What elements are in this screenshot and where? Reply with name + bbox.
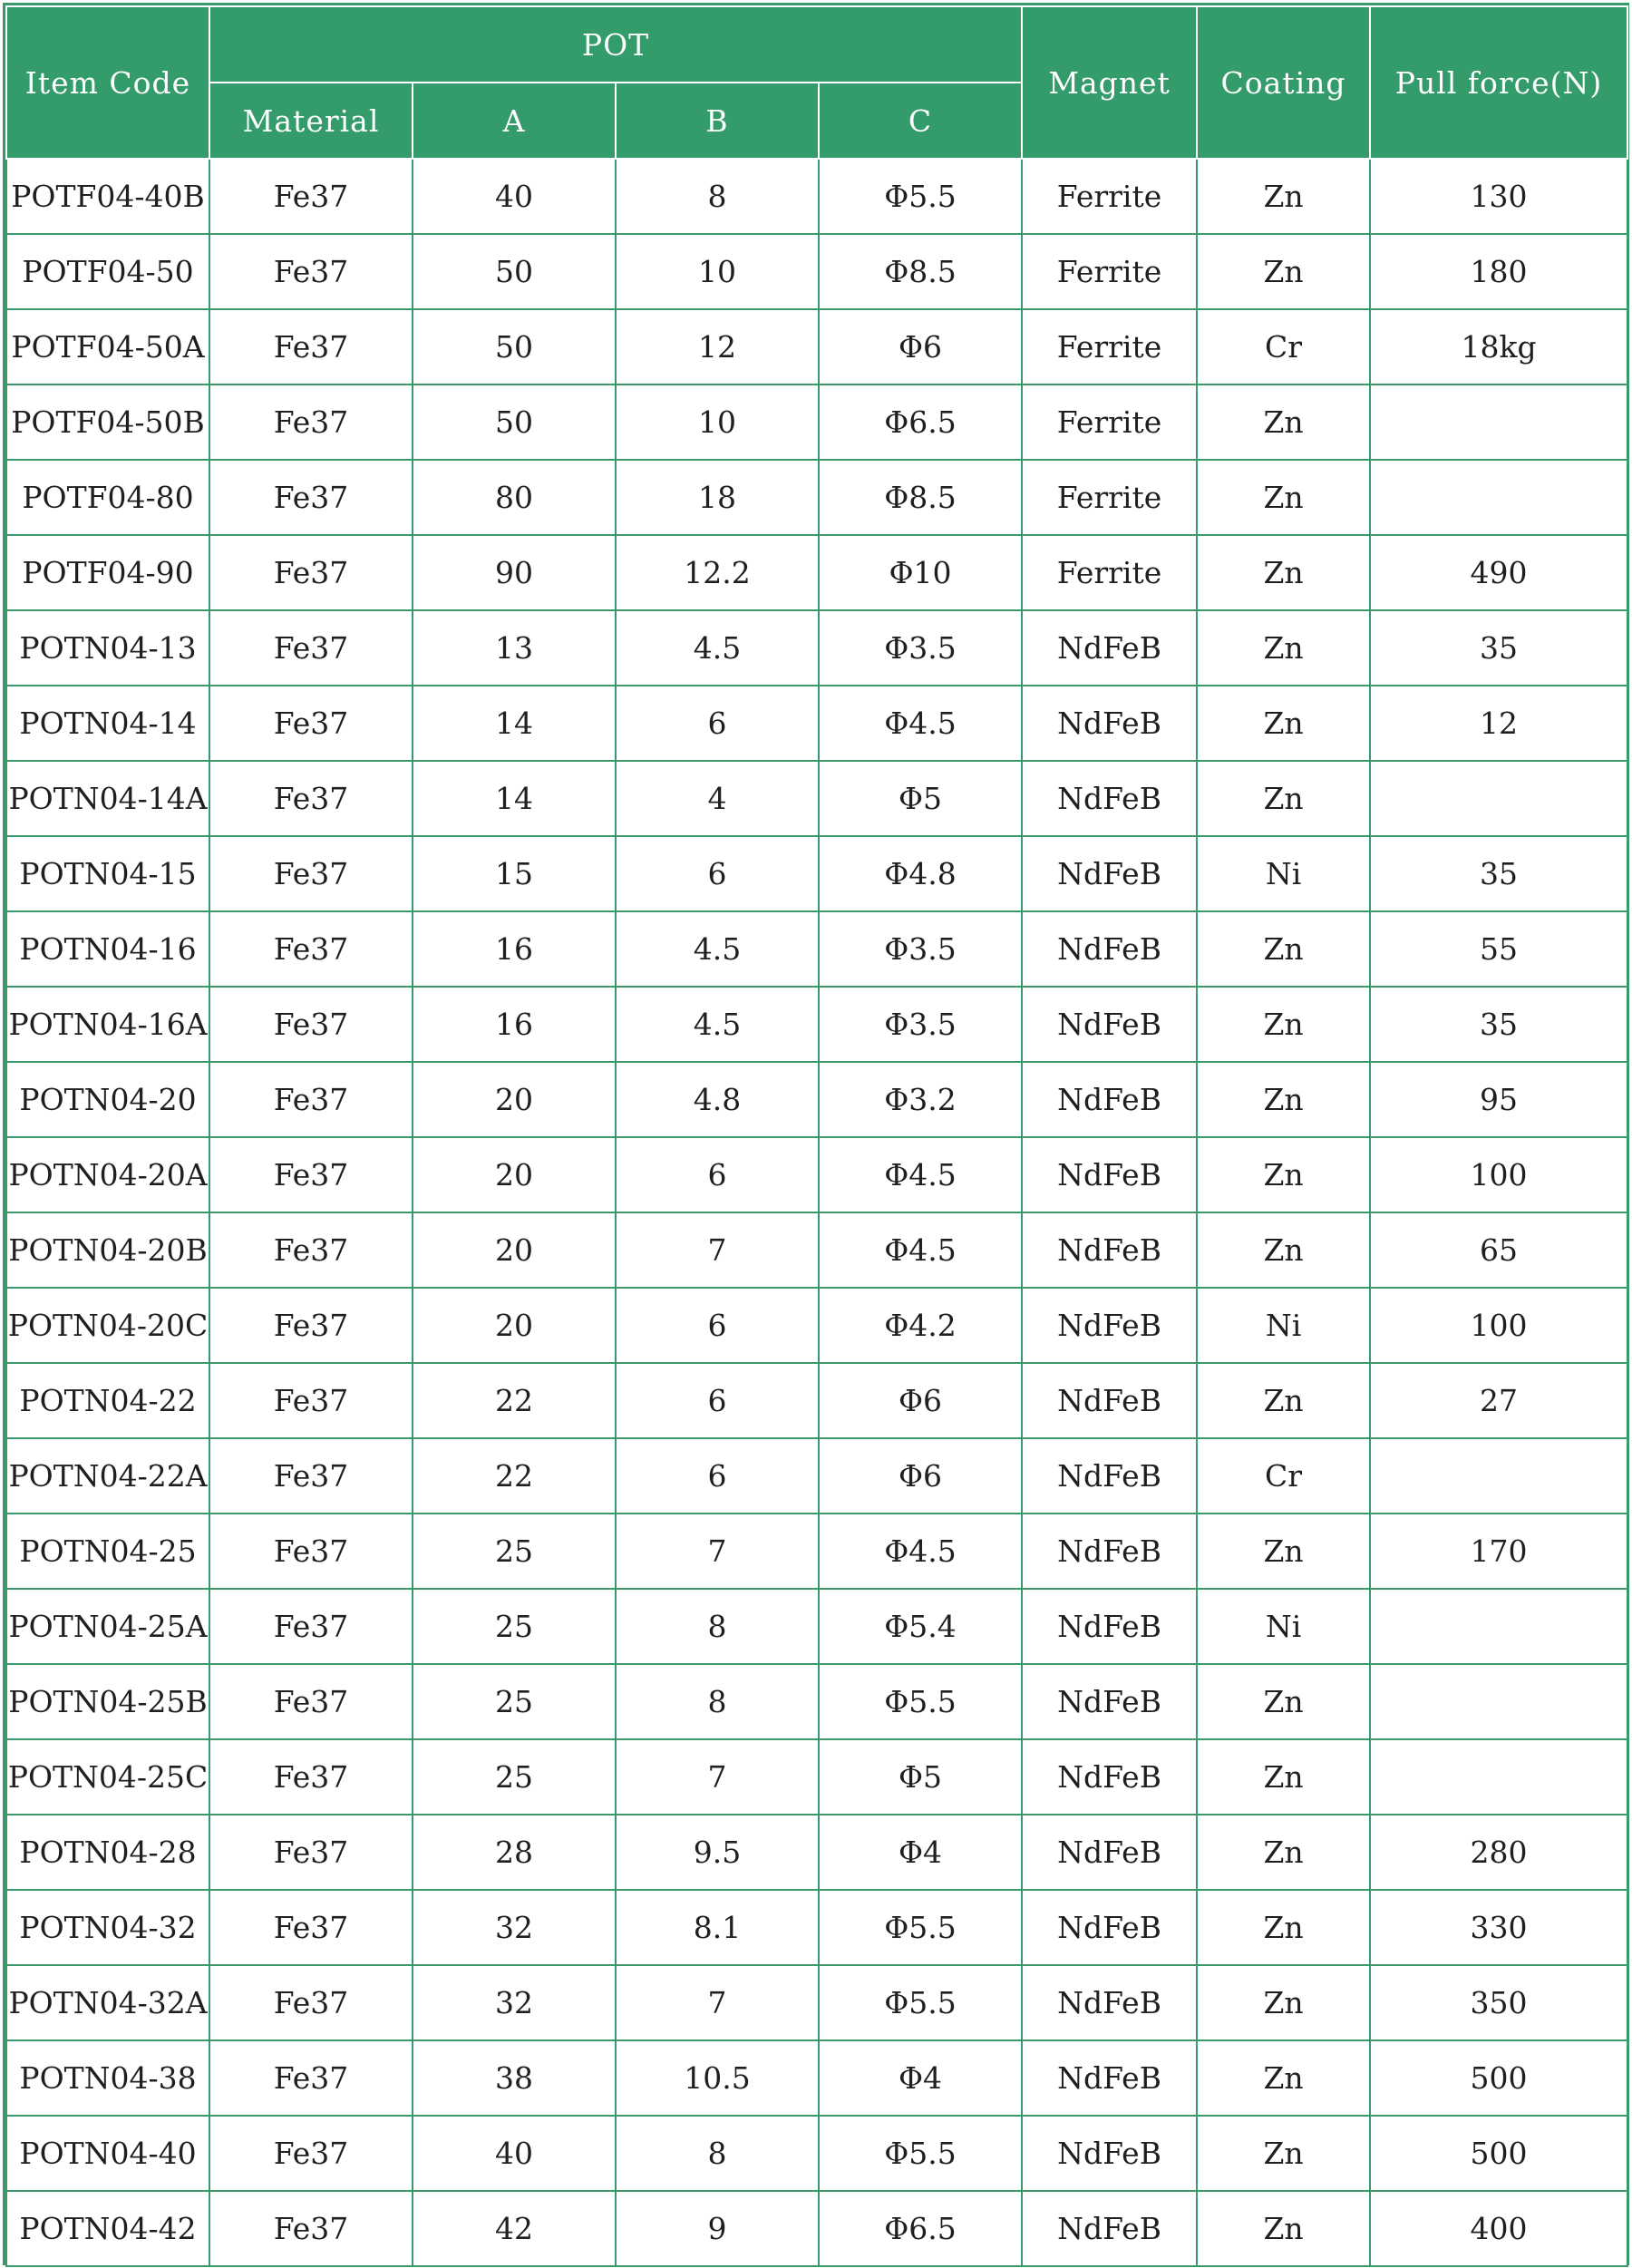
cell-item-code: POTN04-20 — [6, 1062, 209, 1137]
cell-material: Fe37 — [209, 836, 413, 911]
cell-magnet: NdFeB — [1022, 2116, 1197, 2191]
cell-dim-a: 38 — [413, 2040, 616, 2116]
cell-item-code: POTN04-25B — [6, 1664, 209, 1739]
cell-dim-b: 8 — [616, 159, 819, 234]
cell-pull-force: 35 — [1370, 987, 1627, 1062]
cell-dim-c: Φ4 — [819, 1815, 1022, 1890]
cell-dim-c: Φ3.2 — [819, 1062, 1022, 1137]
cell-dim-b: 6 — [616, 686, 819, 761]
cell-dim-b: 10 — [616, 234, 819, 309]
cell-material: Fe37 — [209, 2040, 413, 2116]
table-row — [6, 1589, 1627, 1664]
cell-item-code: POTN04-40 — [6, 2116, 209, 2191]
cell-dim-a: 14 — [413, 686, 616, 761]
cell-item-code: POTN04-42 — [6, 2191, 209, 2266]
cell-dim-c: Φ5.5 — [819, 1965, 1022, 2040]
cell-material: Fe37 — [209, 2116, 413, 2191]
cell-dim-c: Φ8.5 — [819, 234, 1022, 309]
cell-magnet: Ferrite — [1022, 309, 1197, 384]
table-row — [6, 1137, 1627, 1212]
cell-coating: Zn — [1197, 1965, 1370, 2040]
cell-dim-c: Φ3.5 — [819, 911, 1022, 987]
cell-pull-force — [1370, 1664, 1627, 1739]
cell-dim-a: 42 — [413, 2191, 616, 2266]
cell-magnet: NdFeB — [1022, 1965, 1197, 2040]
cell-magnet: Ferrite — [1022, 460, 1197, 535]
cell-magnet: Ferrite — [1022, 159, 1197, 234]
cell-dim-a: 14 — [413, 761, 616, 836]
table-row — [6, 761, 1627, 836]
cell-magnet: NdFeB — [1022, 1739, 1197, 1815]
cell-dim-c: Φ4.5 — [819, 686, 1022, 761]
cell-dim-c: Φ6.5 — [819, 2191, 1022, 2266]
header-pull-force: Pull force(N) — [1370, 6, 1627, 159]
cell-material: Fe37 — [209, 911, 413, 987]
cell-dim-a: 20 — [413, 1137, 616, 1212]
cell-dim-a: 13 — [413, 610, 616, 686]
cell-dim-b: 8.1 — [616, 1890, 819, 1965]
cell-dim-b: 8 — [616, 1589, 819, 1664]
cell-dim-c: Φ6 — [819, 309, 1022, 384]
cell-dim-b: 8 — [616, 1664, 819, 1739]
cell-magnet: Ferrite — [1022, 234, 1197, 309]
cell-item-code: POTN04-25 — [6, 1514, 209, 1589]
cell-magnet: NdFeB — [1022, 1589, 1197, 1664]
cell-item-code: POTF04-50A — [6, 309, 209, 384]
cell-material: Fe37 — [209, 2191, 413, 2266]
table-row — [6, 460, 1627, 535]
cell-magnet: NdFeB — [1022, 1890, 1197, 1965]
cell-coating: Zn — [1197, 911, 1370, 987]
header-coating: Coating — [1197, 6, 1370, 159]
cell-dim-a: 40 — [413, 2116, 616, 2191]
table-row — [6, 1288, 1627, 1363]
cell-dim-b: 4.8 — [616, 1062, 819, 1137]
table-row — [6, 987, 1627, 1062]
cell-dim-a: 32 — [413, 1890, 616, 1965]
cell-dim-b: 4.5 — [616, 911, 819, 987]
cell-material: Fe37 — [209, 610, 413, 686]
cell-item-code: POTN04-22 — [6, 1363, 209, 1438]
cell-material: Fe37 — [209, 1664, 413, 1739]
cell-item-code: POTN04-25A — [6, 1589, 209, 1664]
cell-coating: Zn — [1197, 610, 1370, 686]
cell-dim-a: 40 — [413, 159, 616, 234]
cell-dim-b: 9 — [616, 2191, 819, 2266]
cell-dim-a: 20 — [413, 1062, 616, 1137]
cell-dim-c: Φ4.8 — [819, 836, 1022, 911]
cell-item-code: POTF04-40B — [6, 159, 209, 234]
cell-material: Fe37 — [209, 1890, 413, 1965]
table-body — [6, 159, 1627, 2266]
cell-pull-force: 400 — [1370, 2191, 1627, 2266]
cell-magnet: Ferrite — [1022, 535, 1197, 610]
cell-dim-c: Φ4.5 — [819, 1212, 1022, 1288]
cell-material: Fe37 — [209, 384, 413, 460]
header-item-code: Item Code — [6, 6, 209, 159]
cell-material: Fe37 — [209, 1965, 413, 2040]
cell-coating: Zn — [1197, 2191, 1370, 2266]
cell-dim-b: 9.5 — [616, 1815, 819, 1890]
table-row — [6, 610, 1627, 686]
cell-pull-force: 330 — [1370, 1890, 1627, 1965]
cell-material: Fe37 — [209, 460, 413, 535]
cell-magnet: NdFeB — [1022, 1438, 1197, 1514]
cell-coating: Zn — [1197, 1137, 1370, 1212]
cell-item-code: POTN04-25C — [6, 1739, 209, 1815]
cell-coating: Zn — [1197, 2040, 1370, 2116]
table-row — [6, 836, 1627, 911]
cell-dim-a: 25 — [413, 1589, 616, 1664]
cell-magnet: NdFeB — [1022, 1062, 1197, 1137]
cell-dim-a: 50 — [413, 309, 616, 384]
cell-dim-c: Φ8.5 — [819, 460, 1022, 535]
cell-dim-b: 12.2 — [616, 535, 819, 610]
cell-item-code: POTF04-50B — [6, 384, 209, 460]
cell-item-code: POTN04-14A — [6, 761, 209, 836]
cell-pull-force: 280 — [1370, 1815, 1627, 1890]
cell-dim-b: 10 — [616, 384, 819, 460]
cell-item-code: POTN04-14 — [6, 686, 209, 761]
table-row — [6, 686, 1627, 761]
cell-pull-force — [1370, 460, 1627, 535]
cell-dim-b: 6 — [616, 1363, 819, 1438]
cell-material: Fe37 — [209, 1438, 413, 1514]
cell-pull-force: 350 — [1370, 1965, 1627, 2040]
cell-coating: Zn — [1197, 987, 1370, 1062]
cell-material: Fe37 — [209, 159, 413, 234]
table-row — [6, 2040, 1627, 2116]
cell-pull-force: 170 — [1370, 1514, 1627, 1589]
cell-item-code: POTN04-38 — [6, 2040, 209, 2116]
header-pot: POT — [209, 6, 1022, 83]
cell-item-code: POTN04-20B — [6, 1212, 209, 1288]
cell-dim-b: 6 — [616, 1137, 819, 1212]
spec-sheet — [3, 3, 1629, 2265]
cell-magnet: NdFeB — [1022, 836, 1197, 911]
header-dim-b: B — [616, 83, 819, 159]
cell-material: Fe37 — [209, 1137, 413, 1212]
cell-dim-c: Φ3.5 — [819, 610, 1022, 686]
cell-item-code: POTN04-15 — [6, 836, 209, 911]
cell-dim-c: Φ4 — [819, 2040, 1022, 2116]
cell-material: Fe37 — [209, 686, 413, 761]
cell-magnet: NdFeB — [1022, 911, 1197, 987]
table-row — [6, 535, 1627, 610]
cell-material: Fe37 — [209, 1363, 413, 1438]
table-row — [6, 1890, 1627, 1965]
header-dim-a: A — [413, 83, 616, 159]
cell-material: Fe37 — [209, 761, 413, 836]
cell-coating: Zn — [1197, 234, 1370, 309]
cell-magnet: NdFeB — [1022, 1288, 1197, 1363]
cell-pull-force — [1370, 761, 1627, 836]
cell-dim-b: 4 — [616, 761, 819, 836]
cell-item-code: POTN04-13 — [6, 610, 209, 686]
cell-dim-b: 6 — [616, 836, 819, 911]
table-row — [6, 234, 1627, 309]
cell-dim-a: 50 — [413, 384, 616, 460]
cell-dim-a: 25 — [413, 1514, 616, 1589]
cell-dim-a: 16 — [413, 911, 616, 987]
cell-item-code: POTF04-80 — [6, 460, 209, 535]
cell-material: Fe37 — [209, 535, 413, 610]
cell-dim-a: 90 — [413, 535, 616, 610]
header-magnet: Magnet — [1022, 6, 1197, 159]
cell-dim-b: 12 — [616, 309, 819, 384]
cell-pull-force: 500 — [1370, 2116, 1627, 2191]
cell-pull-force: 27 — [1370, 1363, 1627, 1438]
cell-dim-a: 16 — [413, 987, 616, 1062]
cell-coating: Zn — [1197, 1815, 1370, 1890]
table-row — [6, 1438, 1627, 1514]
cell-pull-force — [1370, 384, 1627, 460]
cell-coating: Zn — [1197, 686, 1370, 761]
cell-dim-c: Φ4.5 — [819, 1137, 1022, 1212]
cell-dim-c: Φ5.4 — [819, 1589, 1022, 1664]
table-row — [6, 1965, 1627, 2040]
cell-pull-force — [1370, 1739, 1627, 1815]
cell-dim-b: 4.5 — [616, 987, 819, 1062]
cell-magnet: NdFeB — [1022, 686, 1197, 761]
table-row — [6, 1739, 1627, 1815]
table-row — [6, 2116, 1627, 2191]
cell-magnet: NdFeB — [1022, 1664, 1197, 1739]
cell-dim-a: 25 — [413, 1739, 616, 1815]
cell-dim-b: 7 — [616, 1965, 819, 2040]
cell-magnet: NdFeB — [1022, 1815, 1197, 1890]
table-row — [6, 911, 1627, 987]
cell-coating: Zn — [1197, 1212, 1370, 1288]
cell-coating: Zn — [1197, 535, 1370, 610]
cell-dim-a: 28 — [413, 1815, 616, 1890]
table-row — [6, 1212, 1627, 1288]
table-row — [6, 2191, 1627, 2266]
cell-dim-c: Φ5.5 — [819, 1664, 1022, 1739]
cell-coating: Zn — [1197, 761, 1370, 836]
cell-coating: Zn — [1197, 1363, 1370, 1438]
table-header — [6, 6, 1627, 159]
cell-dim-a: 32 — [413, 1965, 616, 2040]
cell-coating: Zn — [1197, 1514, 1370, 1589]
cell-pull-force: 35 — [1370, 610, 1627, 686]
cell-magnet: NdFeB — [1022, 1363, 1197, 1438]
cell-pull-force — [1370, 1438, 1627, 1514]
cell-material: Fe37 — [209, 309, 413, 384]
cell-item-code: POTN04-22A — [6, 1438, 209, 1514]
cell-pull-force: 100 — [1370, 1137, 1627, 1212]
cell-dim-a: 22 — [413, 1438, 616, 1514]
table-row — [6, 1815, 1627, 1890]
cell-magnet: NdFeB — [1022, 761, 1197, 836]
cell-item-code: POTN04-28 — [6, 1815, 209, 1890]
cell-coating: Zn — [1197, 384, 1370, 460]
cell-magnet: NdFeB — [1022, 987, 1197, 1062]
cell-dim-c: Φ6 — [819, 1363, 1022, 1438]
cell-item-code: POTN04-16 — [6, 911, 209, 987]
cell-material: Fe37 — [209, 1514, 413, 1589]
cell-pull-force — [1370, 1589, 1627, 1664]
cell-coating: Zn — [1197, 460, 1370, 535]
cell-coating: Ni — [1197, 1589, 1370, 1664]
cell-item-code: POTN04-20A — [6, 1137, 209, 1212]
cell-pull-force: 500 — [1370, 2040, 1627, 2116]
cell-item-code: POTN04-20C — [6, 1288, 209, 1363]
cell-pull-force: 180 — [1370, 234, 1627, 309]
cell-dim-b: 7 — [616, 1514, 819, 1589]
cell-dim-b: 10.5 — [616, 2040, 819, 2116]
cell-dim-a: 80 — [413, 460, 616, 535]
cell-magnet: Ferrite — [1022, 384, 1197, 460]
cell-material: Fe37 — [209, 1589, 413, 1664]
cell-material: Fe37 — [209, 1212, 413, 1288]
cell-dim-b: 6 — [616, 1288, 819, 1363]
cell-dim-c: Φ5 — [819, 761, 1022, 836]
table-row — [6, 309, 1627, 384]
cell-magnet: NdFeB — [1022, 1212, 1197, 1288]
cell-magnet: NdFeB — [1022, 1514, 1197, 1589]
cell-pull-force: 65 — [1370, 1212, 1627, 1288]
cell-pull-force: 100 — [1370, 1288, 1627, 1363]
cell-magnet: NdFeB — [1022, 2040, 1197, 2116]
cell-dim-a: 50 — [413, 234, 616, 309]
cell-coating: Zn — [1197, 159, 1370, 234]
cell-material: Fe37 — [209, 1739, 413, 1815]
cell-pull-force: 95 — [1370, 1062, 1627, 1137]
cell-coating: Zn — [1197, 1739, 1370, 1815]
cell-dim-c: Φ5.5 — [819, 2116, 1022, 2191]
cell-dim-a: 25 — [413, 1664, 616, 1739]
cell-pull-force: 12 — [1370, 686, 1627, 761]
cell-pull-force: 35 — [1370, 836, 1627, 911]
cell-pull-force: 55 — [1370, 911, 1627, 987]
cell-dim-b: 18 — [616, 460, 819, 535]
cell-material: Fe37 — [209, 1288, 413, 1363]
cell-dim-b: 7 — [616, 1212, 819, 1288]
cell-coating: Cr — [1197, 1438, 1370, 1514]
table-row — [6, 1062, 1627, 1137]
cell-coating: Zn — [1197, 1890, 1370, 1965]
cell-dim-a: 20 — [413, 1288, 616, 1363]
cell-dim-c: Φ5 — [819, 1739, 1022, 1815]
header-material: Material — [209, 83, 413, 159]
table-row — [6, 159, 1627, 234]
cell-dim-a: 15 — [413, 836, 616, 911]
cell-coating: Zn — [1197, 1664, 1370, 1739]
table-row — [6, 384, 1627, 460]
cell-item-code: POTF04-90 — [6, 535, 209, 610]
cell-dim-b: 4.5 — [616, 610, 819, 686]
cell-item-code: POTN04-16A — [6, 987, 209, 1062]
cell-item-code: POTF04-50 — [6, 234, 209, 309]
cell-dim-b: 8 — [616, 2116, 819, 2191]
cell-magnet: NdFeB — [1022, 610, 1197, 686]
cell-coating: Ni — [1197, 1288, 1370, 1363]
table-row — [6, 1664, 1627, 1739]
cell-coating: Cr — [1197, 309, 1370, 384]
cell-material: Fe37 — [209, 1062, 413, 1137]
cell-dim-b: 6 — [616, 1438, 819, 1514]
cell-dim-c: Φ10 — [819, 535, 1022, 610]
cell-magnet: NdFeB — [1022, 1137, 1197, 1212]
cell-dim-c: Φ6 — [819, 1438, 1022, 1514]
cell-dim-b: 7 — [616, 1739, 819, 1815]
cell-magnet: NdFeB — [1022, 2191, 1197, 2266]
cell-dim-c: Φ3.5 — [819, 987, 1022, 1062]
cell-pull-force: 130 — [1370, 159, 1627, 234]
cell-dim-a: 22 — [413, 1363, 616, 1438]
cell-material: Fe37 — [209, 987, 413, 1062]
cell-material: Fe37 — [209, 1815, 413, 1890]
table-row — [6, 1514, 1627, 1589]
cell-coating: Zn — [1197, 1062, 1370, 1137]
cell-pull-force: 18kg — [1370, 309, 1627, 384]
cell-pull-force: 490 — [1370, 535, 1627, 610]
cell-dim-a: 20 — [413, 1212, 616, 1288]
table-row — [6, 1363, 1627, 1438]
pot-magnet-spec-table — [5, 5, 1628, 2267]
cell-dim-c: Φ5.5 — [819, 1890, 1022, 1965]
cell-coating: Zn — [1197, 2116, 1370, 2191]
cell-dim-c: Φ4.2 — [819, 1288, 1022, 1363]
cell-item-code: POTN04-32 — [6, 1890, 209, 1965]
cell-dim-c: Φ4.5 — [819, 1514, 1022, 1589]
cell-material: Fe37 — [209, 234, 413, 309]
cell-coating: Ni — [1197, 836, 1370, 911]
cell-item-code: POTN04-32A — [6, 1965, 209, 2040]
cell-dim-c: Φ6.5 — [819, 384, 1022, 460]
header-dim-c: C — [819, 83, 1022, 159]
cell-dim-c: Φ5.5 — [819, 159, 1022, 234]
